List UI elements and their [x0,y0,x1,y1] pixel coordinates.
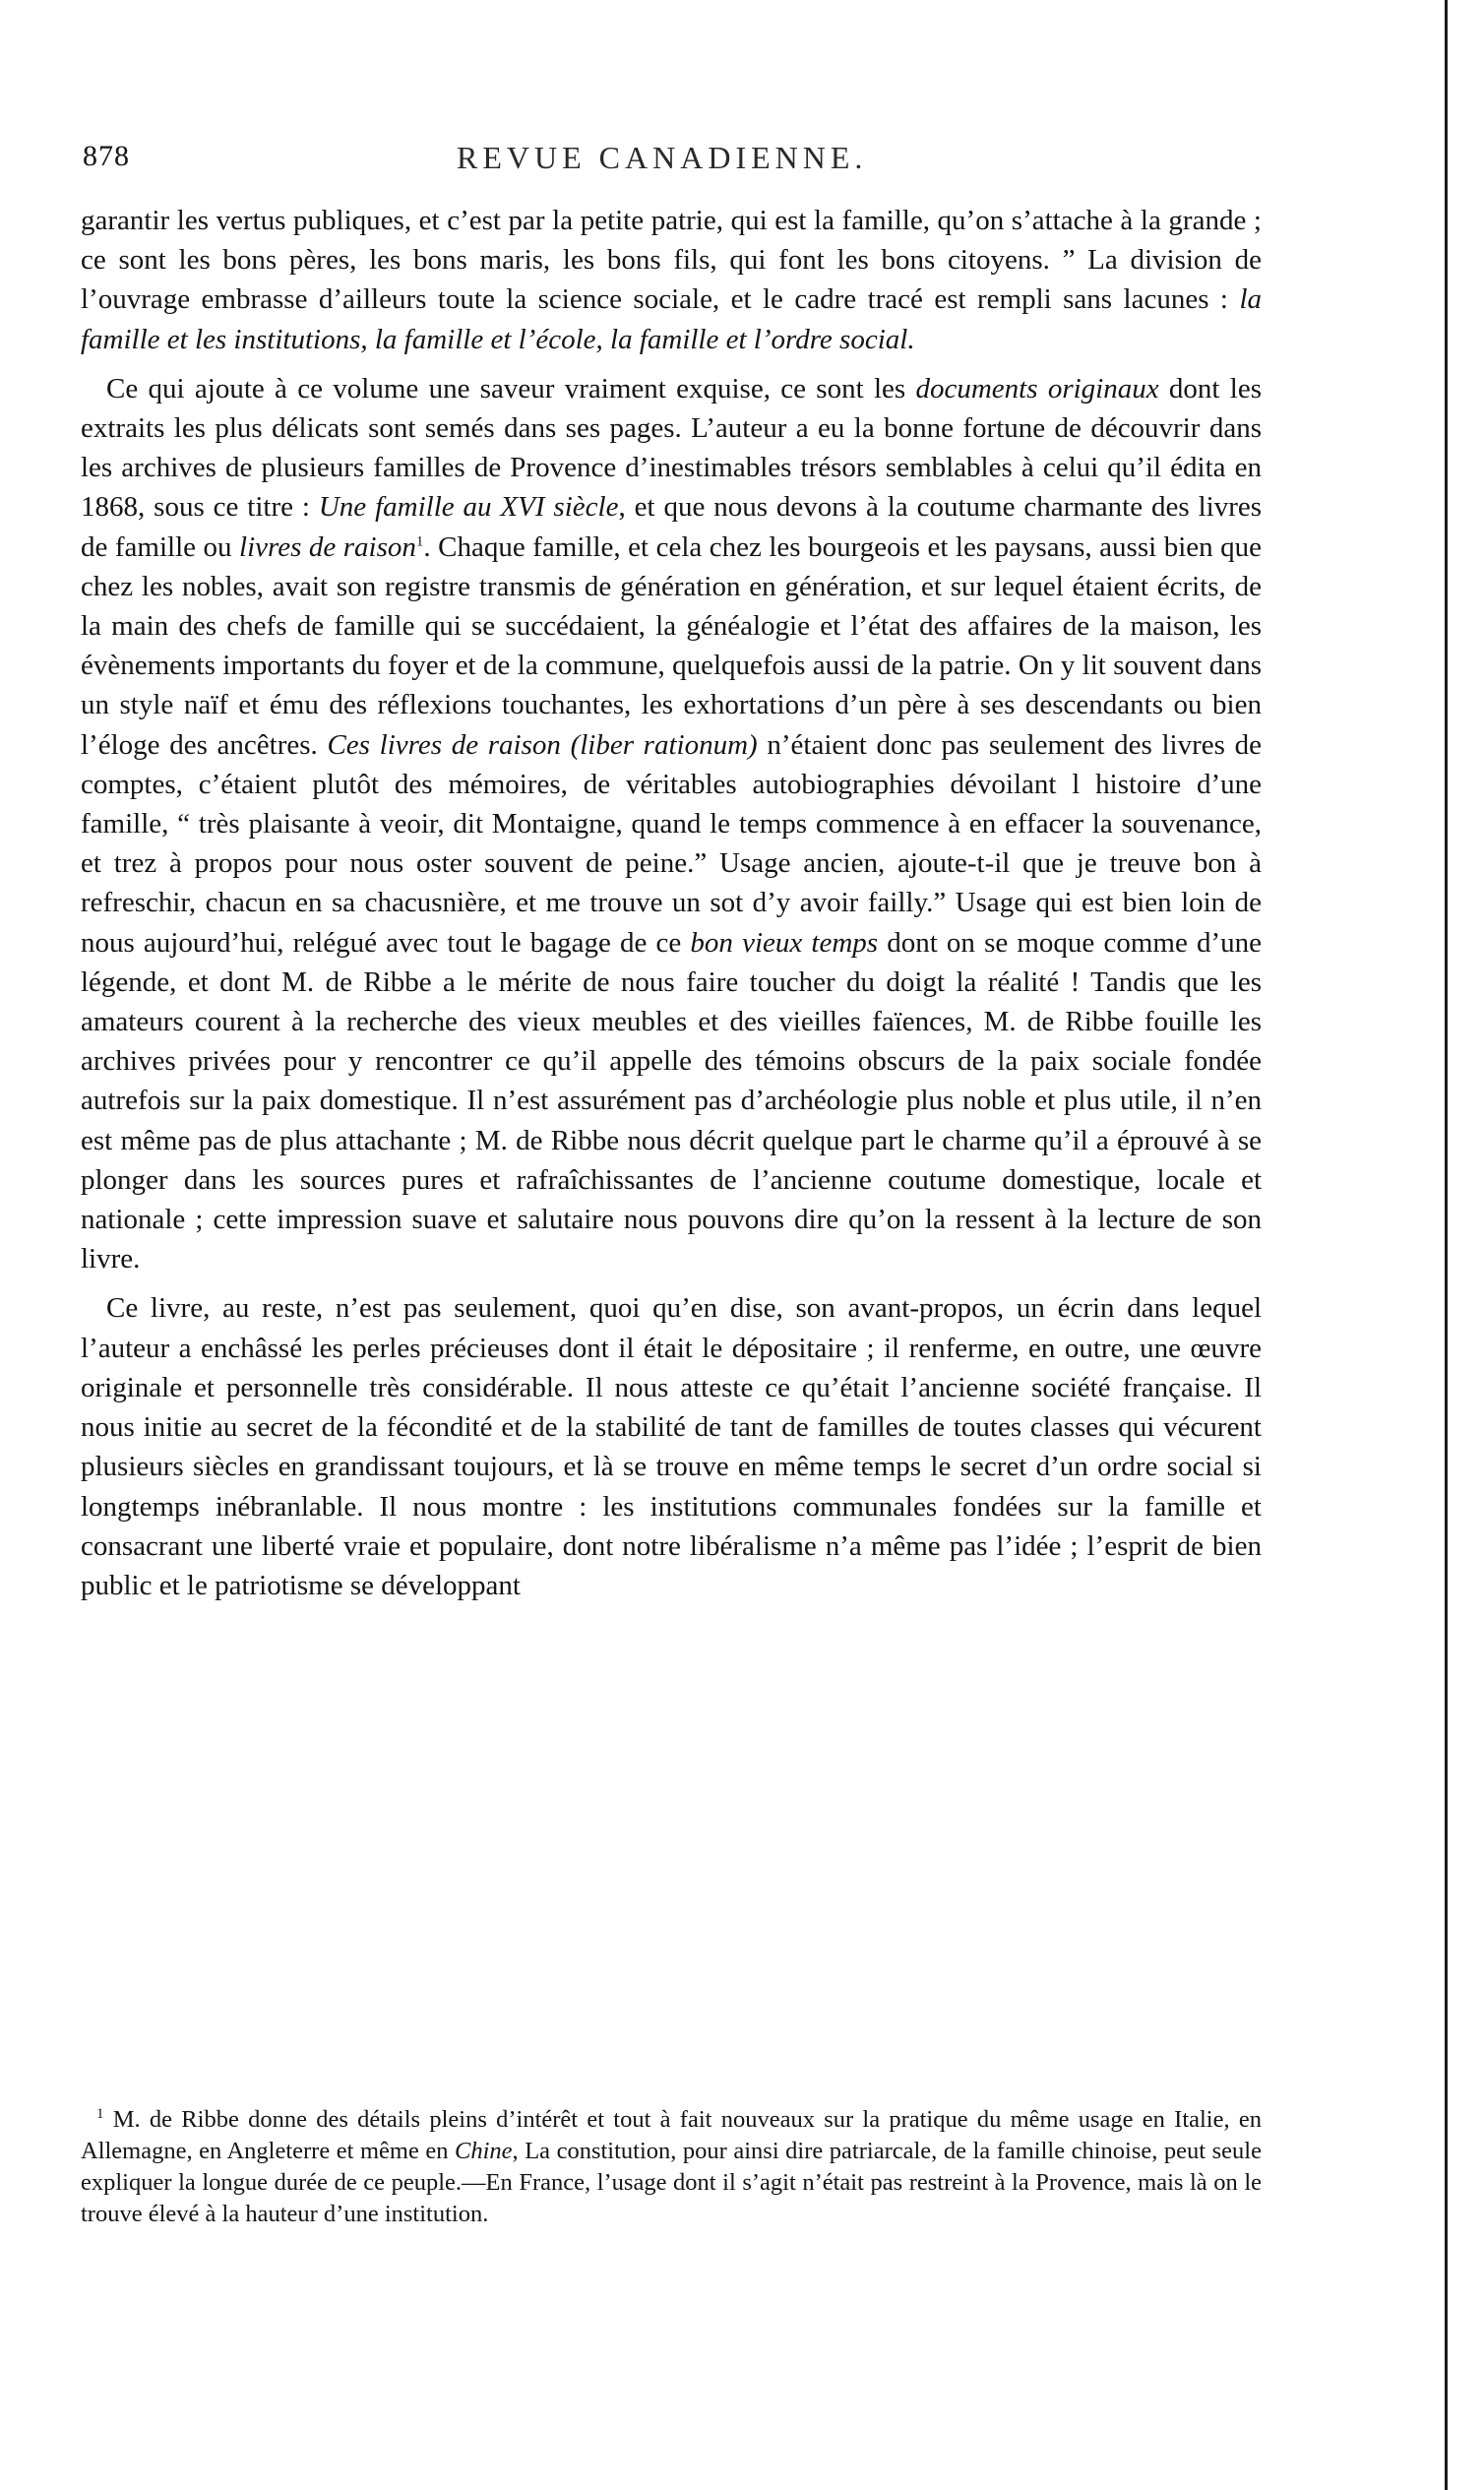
footnotes [81,2104,1262,2230]
footnote-1 [81,2104,1262,2230]
italic-text-run: la famille et les institutions, la famille et l’école, la famille et l’ordre social. [81,283,1262,355]
text-run: garantir les vertus publiques, et c’est par la petite patrie, qui est la famille, qu’on s’attache à la grande ; ce sont les bons pères, les bons maris, les bons fils, qui font les bons citoyens. ” La division de l’ouvrage embrasse d’ailleurs toute la science sociale, et le cadre tracé est rempli sans lacunes : [81,205,1262,316]
paragraph-1 [81,201,1262,359]
text-run: . Chaque famille, et cela chez les bourgeois et les paysans, aussi bien que chez les nobles, avait son registre transmis de génération en génération, et sur lequel étaient écrits, de la main des chefs de famille qui se succédaient, la généalogie et l’état des affaires de la maison, les évènements importants du foyer et de la commune, quelquefois aussi de la patrie. On y lit souvent dans un style naïf et ému des réflexions touchantes, les exhortations d’un père à ses descendants ou bien l’éloge des ancêtres. [81,530,1262,761]
page-number: 878 [83,140,130,172]
body-text [81,201,1262,1605]
text-run: n’étaient donc pas seulement des livres de comptes, c’étaient plutôt des mémoires, de véritables autobiographies dévoilant l histoire d’une famille, “ très plaisante à veoir, dit Montaigne, quand le temps commence à en effacer la souvenance, et trez à propos pour nous oster souvent de peine.” Usage ancien, ajoute-t-il que je treuve bon à refreschir, chacun en sa chacusnière, et me trouve un sot d’y avoir failly.” Usage qui est bien loin de nous aujourd’hui, relégué avec tout le bagage de ce [81,728,1262,959]
text-run: Ce qui ajoute à ce volume une saveur vraiment exquise, ce sont les [106,372,916,405]
footnote-reference: 1 [415,532,424,549]
page-header [83,140,1264,183]
italic-text-run: bon vieux temps [690,926,879,959]
text-run: Ce livre, au reste, n’est pas seulement, quoi qu’en dise, son avant-propos, un écrin dans lequel l’auteur a enchâssé les perles précieuses dont il était le dépositaire ; il renferme, en outre, une œuvre originale et personnelle très considérable. Il nous atteste ce qu’était l’ancienne société française. Il nous initie au secret de la fécondité et de la stabilité de tant de familles de toutes classes qui vécurent plusieurs siècles en grandissant toujours, et là se trouve en même temps le secret d’un ordre social si longtemps inébranlable. Il nous montre : les institutions communales fondées sur la famille et consacrant une liberté vraie et populaire, dont notre libéralisme n’a même pas l’idée ; l’esprit de bien public et le patriotisme se développant [81,1292,1262,1601]
footnote-text-run: , La constitution, pour ainsi dire patriarcale, de la famille chinoise, peut seule expliquer la longue durée de ce peuple.—En France, l’usage dont il s’agit n’était pas restreint à la Provence, mais là on le trouve élevé à la hauteur d’une institution. [81,2138,1262,2227]
italic-text-run: Une famille au XVI siècle [318,491,619,524]
italic-text-run: livres de raison [239,530,416,563]
running-head: REVUE CANADIENNE. [457,140,868,175]
text-run: dont on se moque comme d’une légende, et dont M. de Ribbe a le mérite de nous faire toucher du doigt la réalité ! Tandis que les amateurs courent à la recherche des vieux meubles et des vieilles faïences, M. de Ribbe fouille les archives privées pour y rencontrer ce qu’il appelle des témoins obscurs de la paix sociale fondée autrefois sur la paix domestique. Il n’est assurément pas d’archéologie plus noble et plus utile, il n’en est même pas de plus attachante ; M. de Ribbe nous décrit quelque part le charme qu’il a éprouvé à se plonger dans les sources pures et rafraîchissantes de l’ancienne coutume domestique, locale et nationale ; cette impression suave et salutaire nous pouvons dire qu’on la ressent à la lecture de son livre. [81,926,1262,1276]
text-run: , et que nous devons à la coutume charmante des livres de famille ou [81,491,1263,563]
page-edge-rule [1445,0,1448,2490]
footnote-italic-run: Chine [455,2138,513,2164]
footnote-text-run: M. de Ribbe donne des détails pleins d’intérêt et tout à fait nouveaux sur la pratique du même usage en Italie, en Allemagne, en Angleterre et même en [81,2106,1262,2164]
footnote-marker: 1 [96,2105,104,2122]
italic-text-run: Ces livres de raison (liber rationum) [327,728,758,761]
italic-text-run: documents originaux [915,372,1159,405]
text-run: dont les extraits les plus délicats sont semés dans ses pages. L’auteur a eu la bonne fortune de découvrir dans les archives de plusieurs familles de Provence d’inestimables trésors semblables à celui qu’il édita en 1868, sous ce titre : [81,372,1262,524]
paragraph-2 [81,369,1262,1279]
paragraph-3 [81,1288,1262,1605]
